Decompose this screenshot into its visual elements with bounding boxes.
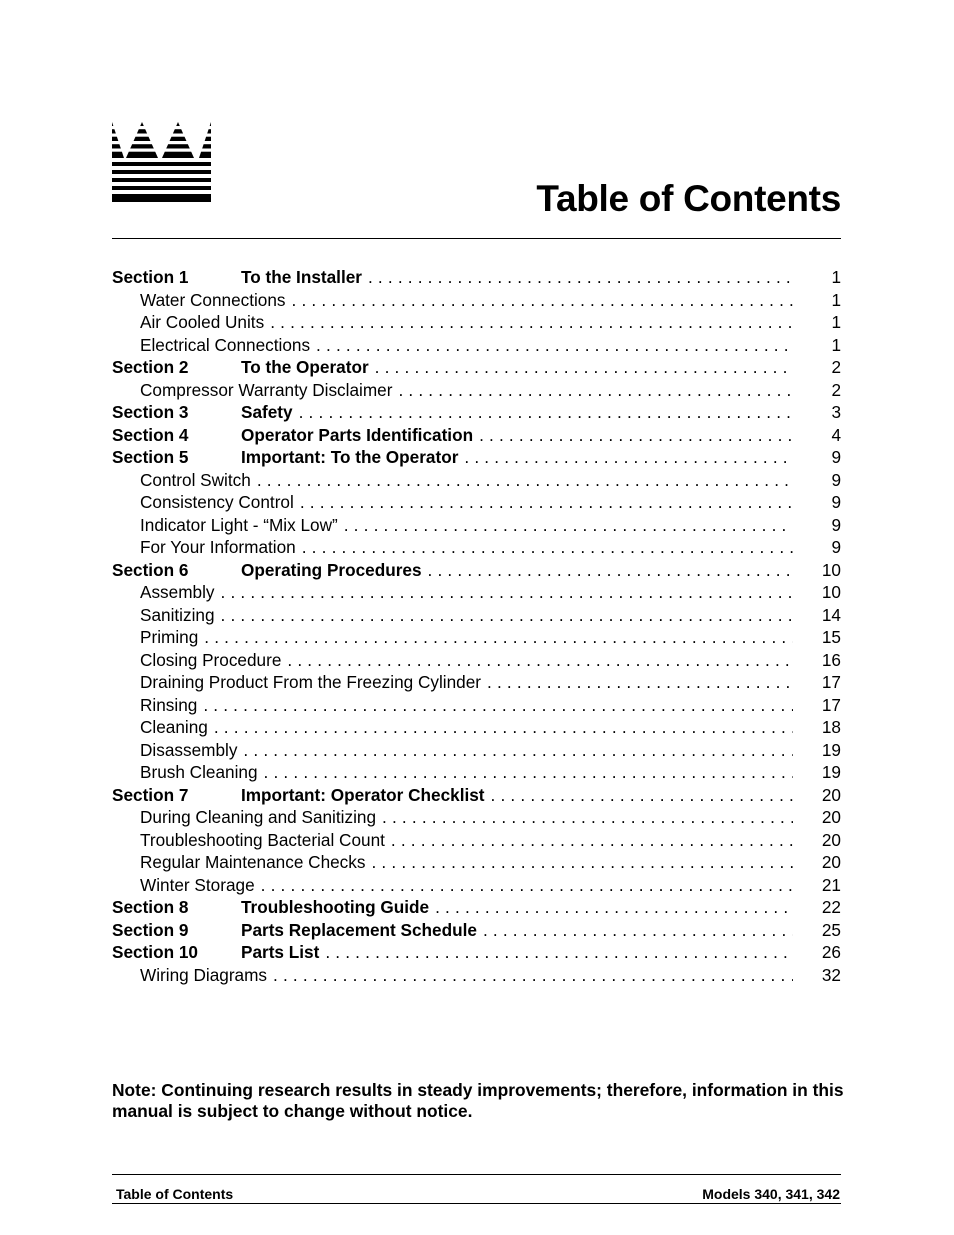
dot-leader	[204, 626, 793, 649]
toc-page-number: 20	[821, 784, 841, 805]
toc-page-number: 9	[831, 492, 841, 512]
toc-page-number: 32	[821, 964, 841, 985]
toc-entry-label: Draining Product From the Freezing Cylinder	[140, 672, 482, 692]
toc-section-number: Section 10	[112, 942, 198, 962]
dot-leader	[299, 401, 793, 424]
dot-leader	[264, 761, 793, 784]
toc-entry-label: Priming	[140, 627, 199, 647]
toc-page-number: 17	[821, 694, 841, 715]
dot-leader	[398, 379, 793, 402]
toc-entry-label: Control Switch	[140, 469, 251, 490]
footer-divider-top	[112, 1174, 841, 1175]
dot-leader	[243, 739, 793, 762]
toc-subsection-row	[112, 649, 841, 672]
toc-page-number: 9	[831, 514, 841, 535]
toc-entry-label: Sanitizing	[140, 604, 215, 625]
toc-subsection-row	[112, 829, 841, 852]
toc-section-row	[112, 784, 841, 807]
dot-leader	[214, 716, 793, 739]
toc-page-number: 25	[821, 919, 841, 940]
dot-leader	[287, 649, 793, 672]
toc-section-row	[112, 356, 841, 379]
toc-section-number: Section 1	[112, 267, 189, 287]
toc-page-number: 20	[821, 852, 841, 872]
dot-leader	[270, 311, 793, 334]
toc-entry-label: Winter Storage	[140, 874, 255, 895]
toc-page-number: 17	[821, 672, 841, 692]
toc-entry-label: Safety	[241, 402, 293, 422]
page-footer	[116, 1186, 840, 1202]
toc-page-number: 15	[821, 627, 841, 647]
toc-page-number: 9	[831, 447, 841, 467]
toc-entry-label: To the Operator	[241, 357, 369, 377]
toc-subsection-row	[112, 311, 841, 334]
disclaimer-note: Note: Continuing research results in steady improvements; therefore, information in this manual is subject to change without notice.	[112, 1080, 844, 1121]
toc-subsection-row	[112, 514, 841, 537]
toc-section-number: Section 3	[112, 402, 189, 422]
toc-entry-label: Regular Maintenance Checks	[140, 852, 366, 872]
toc-entry-label: Troubleshooting Guide	[241, 897, 430, 917]
footer-divider-bottom	[112, 1203, 841, 1204]
toc-entry-label: Brush Cleaning	[140, 762, 258, 782]
toc-section-row	[112, 446, 841, 469]
toc-entry-label: Operator Parts Identification	[241, 424, 474, 445]
toc-entry-label: During Cleaning and Sanitizing	[140, 807, 377, 827]
toc-page-number: 26	[821, 942, 841, 962]
toc-page-number: 20	[821, 807, 841, 827]
toc-subsection-row	[112, 716, 841, 739]
toc-page-number: 2	[831, 379, 841, 400]
toc-entry-label: To the Installer	[241, 267, 362, 287]
toc-section-row	[112, 266, 841, 289]
toc-page-number: 19	[821, 739, 841, 760]
toc-subsection-row	[112, 536, 841, 559]
toc-entry-label: Operating Procedures	[241, 559, 422, 580]
toc-entry-label: Consistency Control	[140, 492, 294, 512]
toc-section-number: Section 2	[112, 357, 189, 377]
dot-leader	[368, 266, 793, 289]
dot-leader	[300, 491, 793, 514]
toc-page-number: 14	[821, 604, 841, 625]
footer-right-label: Models 340, 341, 342	[702, 1186, 840, 1202]
toc-list	[112, 266, 841, 986]
toc-subsection-row	[112, 626, 841, 649]
toc-subsection-row	[112, 739, 841, 762]
dot-leader	[435, 896, 793, 919]
toc-section-row	[112, 401, 841, 424]
toc-subsection-row	[112, 379, 841, 402]
dot-leader	[273, 964, 793, 987]
dot-leader	[203, 694, 793, 717]
dot-leader	[487, 671, 793, 694]
toc-subsection-row	[112, 671, 841, 694]
toc-page-number: 1	[831, 334, 841, 355]
toc-section-row	[112, 896, 841, 919]
toc-page-number: 22	[821, 897, 841, 917]
toc-subsection-row	[112, 851, 841, 874]
dot-leader	[428, 559, 793, 582]
toc-page-number: 10	[821, 559, 841, 580]
dot-leader	[382, 806, 793, 829]
toc-entry-label: Important: Operator Checklist	[241, 784, 485, 805]
toc-subsection-row	[112, 581, 841, 604]
toc-entry-label: Closing Procedure	[140, 649, 282, 670]
toc-entry-label: Parts Replacement Schedule	[241, 919, 477, 940]
toc-section-number: Section 5	[112, 447, 189, 467]
dot-leader	[257, 469, 793, 492]
toc-entry-label: Assembly	[140, 582, 215, 602]
toc-entry-label: Disassembly	[140, 739, 238, 760]
toc-section-row	[112, 919, 841, 942]
dot-leader	[316, 334, 793, 357]
toc-page-number: 20	[821, 829, 841, 850]
toc-entry-label: Wiring Diagrams	[140, 964, 268, 985]
toc-page-number: 18	[821, 717, 841, 737]
toc-entry-label: Parts List	[241, 942, 320, 962]
toc-subsection-row	[112, 334, 841, 357]
toc-page-number: 10	[821, 582, 841, 602]
toc-page-number: 19	[821, 762, 841, 782]
toc-entry-label: Air Cooled Units	[140, 312, 265, 332]
toc-page-number: 9	[831, 469, 841, 490]
dot-leader	[375, 356, 793, 379]
toc-subsection-row	[112, 491, 841, 514]
toc-section-row	[112, 559, 841, 582]
dot-leader	[371, 851, 793, 874]
dot-leader	[221, 604, 793, 627]
toc-entry-label: Troubleshooting Bacterial Count	[140, 829, 385, 850]
dot-leader	[325, 941, 793, 964]
toc-section-number: Section 9	[112, 919, 189, 940]
dot-leader	[261, 874, 793, 897]
toc-section-row	[112, 941, 841, 964]
toc-entry-label: Electrical Connections	[140, 334, 311, 355]
toc-subsection-row	[112, 964, 841, 987]
toc-page-number: 3	[831, 402, 841, 422]
toc-subsection-row	[112, 469, 841, 492]
toc-section-number: Section 6	[112, 559, 189, 580]
title-divider	[112, 238, 841, 239]
toc-subsection-row	[112, 694, 841, 717]
dot-leader	[491, 784, 793, 807]
toc-subsection-row	[112, 761, 841, 784]
toc-page-number: 9	[831, 537, 841, 557]
toc-subsection-row	[112, 289, 841, 312]
dot-leader	[302, 536, 793, 559]
toc-entry-label: Water Connections	[140, 289, 286, 310]
toc-entry-label: Cleaning	[140, 717, 208, 737]
taylor-logo-icon	[112, 120, 211, 202]
toc-section-row	[112, 424, 841, 447]
dot-leader	[464, 446, 793, 469]
page-title: Table of Contents	[536, 178, 841, 219]
toc-subsection-row	[112, 604, 841, 627]
toc-entry-label: Important: To the Operator	[241, 447, 459, 467]
toc-page-number: 1	[831, 312, 841, 332]
dot-leader	[479, 424, 793, 447]
toc-page-number: 21	[821, 874, 841, 895]
toc-entry-label: Compressor Warranty Disclaimer	[140, 379, 393, 400]
dot-leader	[483, 919, 793, 942]
dot-leader	[221, 581, 794, 604]
toc-entry-label: Rinsing	[140, 694, 198, 715]
toc-section-number: Section 8	[112, 897, 189, 917]
toc-subsection-row	[112, 806, 841, 829]
toc-section-number: Section 7	[112, 784, 189, 805]
dot-leader	[391, 829, 793, 852]
toc-page-number: 1	[831, 289, 841, 310]
toc-page-number: 16	[821, 649, 841, 670]
dot-leader	[292, 289, 793, 312]
toc-page-number: 1	[831, 267, 841, 287]
toc-entry-label: Indicator Light - “Mix Low”	[140, 514, 338, 535]
toc-entry-label: For Your Information	[140, 537, 296, 557]
toc-page-number: 4	[831, 424, 841, 445]
toc-section-number: Section 4	[112, 424, 189, 445]
toc-page-number: 2	[831, 357, 841, 377]
dot-leader	[344, 514, 793, 537]
footer-left-label: Table of Contents	[116, 1186, 234, 1202]
toc-subsection-row	[112, 874, 841, 897]
